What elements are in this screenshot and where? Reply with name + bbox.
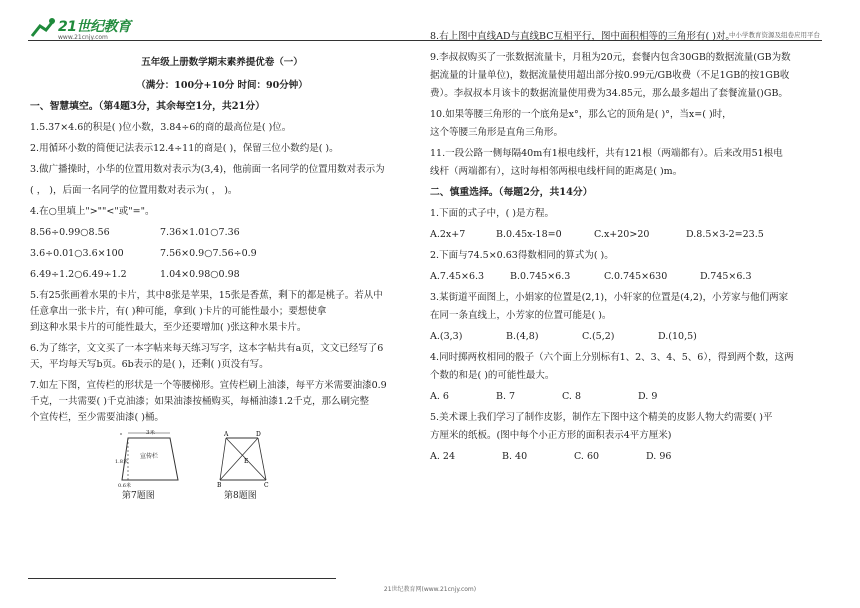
compare-item: 3.6÷0.01○3.6×100 bbox=[30, 248, 124, 259]
question-4-row-2 bbox=[30, 247, 414, 260]
compare-item: 7.56×0.9○7.56÷0.9 bbox=[160, 248, 257, 259]
option: D.8.5×3-2=23.5 bbox=[686, 229, 764, 240]
option: C.(5,2) bbox=[582, 331, 615, 342]
choice-1-options bbox=[430, 228, 830, 241]
compare-item: 8.56÷0.99○8.56 bbox=[30, 227, 110, 238]
figure-8-label-b: B bbox=[217, 482, 222, 488]
question-3-line-1: 3.做广播操时，小华的位置用数对表示为(3,4)，他前面一名同学的位置用数对表示为 bbox=[30, 164, 385, 175]
compare-item: 6.49÷1.2○6.49÷1.2 bbox=[30, 269, 127, 280]
figure-7-caption: 第7题图 bbox=[122, 491, 155, 501]
question-2: 2.用循环小数的简便记法表示12.4÷11的商是( )，保留三位小数约是( )。 bbox=[30, 143, 339, 154]
question-9-line-2: 据流量的计量单位)，数据流量使用超出部分按0.99元/GB收费（不足1GB的按1GB收 bbox=[430, 70, 790, 81]
footer-divider bbox=[28, 578, 336, 579]
question-7-line-2: 千克，一共需要( )千克油漆；如果油漆按桶购买，每桶油漆1.2千克，那么刷完整 bbox=[30, 396, 370, 407]
figure-7-bottom-label: 0.6米 bbox=[118, 483, 131, 488]
choice-1: 1.下面的式子中，( )是方程。 bbox=[430, 208, 554, 219]
choice-4-line-2: 个数的和是( )的可能性最大。 bbox=[430, 370, 555, 381]
question-9-line-1: 9.李叔叔购买了一张数据流量卡，月租为20元，套餐内包含30GB的数据流量(GB为数 bbox=[430, 52, 791, 63]
option: D. 9 bbox=[638, 391, 658, 402]
option: B. 40 bbox=[502, 451, 528, 462]
question-4-row-3 bbox=[30, 268, 414, 281]
choice-2: 2.下面与74.5×0.63得数相同的算式为( )。 bbox=[430, 250, 614, 261]
logo-url: www.21cnjy.com bbox=[58, 34, 108, 41]
choice-3-line-2: 在同一条直线上，小芳家的位置可能是( )。 bbox=[430, 310, 612, 321]
option: D.(10,5) bbox=[658, 331, 697, 342]
left-column bbox=[30, 46, 414, 502]
choice-3-line-1: 3.某街道平面图上，小娟家的位置是(2,1)，小轩家的位置是(4,2)，小芳家与他们两家 bbox=[430, 292, 789, 303]
logo-text: 21世纪教育 bbox=[58, 19, 131, 35]
page-title: 五年级上册数学期末素养提优卷（一） bbox=[141, 57, 303, 68]
question-6-line-2: 天，平均每天写b页。6b表示的是( )，还剩( )页没有写。 bbox=[30, 359, 269, 370]
footer-text: 21世纪教育网(www.21cnjy.com) bbox=[383, 586, 477, 593]
compare-item: 1.04×0.98○0.98 bbox=[160, 269, 240, 280]
figure-8-label-a: A bbox=[224, 431, 229, 438]
logo bbox=[28, 14, 138, 42]
question-10-line-2: 这个等腰三角形是直角三角形。 bbox=[430, 127, 564, 138]
page-subtitle: （满分：100分+10分 时间：90分钟） bbox=[136, 80, 308, 91]
figure-8-label-e: E bbox=[244, 458, 249, 465]
question-10-line-1: 10.如果等腰三角形的一个底角是x°，那么它的顶角是( )°，当x=( )时， bbox=[430, 109, 732, 120]
option: B.0.745×6.3 bbox=[510, 271, 571, 282]
option: A.2x+7 bbox=[430, 229, 466, 240]
figure-7-top-label: 3米 bbox=[146, 430, 155, 436]
choice-3-options bbox=[430, 330, 830, 343]
option: A. 6 bbox=[430, 391, 449, 402]
choice-5-options bbox=[430, 450, 830, 463]
option: B.0.45x-18=0 bbox=[496, 229, 562, 240]
figure-8-caption: 第8题图 bbox=[224, 491, 257, 501]
runner-logo-icon bbox=[28, 16, 58, 40]
figures-area bbox=[30, 430, 414, 502]
figure-7-trapezoid bbox=[112, 430, 192, 488]
option: C.x+20>20 bbox=[594, 229, 650, 240]
question-11-line-1: 11.一段公路一侧每隔40m有1根电线杆，共有121根（两端都有）。后来改用51根电 bbox=[430, 148, 783, 159]
figure-8-label-d: D bbox=[256, 431, 261, 438]
option: C. 60 bbox=[574, 451, 600, 462]
question-6-line-1: 6.为了练字，文文买了一本字帖来每天练习写字，这本字帖共有a页，文文已经写了6 bbox=[30, 343, 384, 354]
question-1: 1.5.37×4.6的积是( )位小数，3.84÷6的商的最高位是( )位。 bbox=[30, 122, 292, 133]
option: B. 7 bbox=[496, 391, 516, 402]
option: B.(4,8) bbox=[506, 331, 539, 342]
choice-5-line-2: 方厘米的纸板。(图中每个小正方形的面积表示4平方厘米) bbox=[430, 430, 672, 441]
question-5-line-2: 任意拿出一张卡片，有( )种可能，拿到( )卡片的可能性最小；要想使拿 bbox=[30, 306, 327, 317]
figure-8-label-c: C bbox=[264, 482, 269, 488]
header-platform-text: 中小学教育资源及组卷应用平台 bbox=[729, 31, 820, 39]
choice-4-options bbox=[430, 390, 830, 403]
compare-item: 7.36×1.01○7.36 bbox=[160, 227, 240, 238]
option: C. 8 bbox=[562, 391, 582, 402]
figure-8-triangles bbox=[216, 430, 272, 488]
option: D. 96 bbox=[646, 451, 672, 462]
section-2-heading: 二、慎重选择。（每题2分，共14分） bbox=[430, 187, 593, 198]
choice-2-options bbox=[430, 270, 830, 283]
option: A.(3,3) bbox=[430, 331, 463, 342]
question-4-row-1 bbox=[30, 226, 414, 239]
option: A.7.45×6.3 bbox=[430, 271, 485, 282]
question-3-line-2: ( ， )，后面一名同学的位置用数对表示为( ， )。 bbox=[30, 185, 238, 196]
choice-5-line-1: 5.美术课上我们学习了制作皮影，制作左下图中这个精美的皮影人物大约需要( )平 bbox=[430, 412, 773, 423]
section-1-heading: 一、智慧填空。（第4题3分，其余每空1分，共21分） bbox=[30, 101, 265, 112]
choice-4-line-1: 4.同时掷两枚相同的骰子（六个面上分别标有1、2、3、4、5、6），得到两个数，这两 bbox=[430, 352, 794, 363]
question-8: 8.右上图中直线AD与直线BC互相平行，图中面积相等的三角形有( )对。 bbox=[430, 31, 735, 42]
option: A. 24 bbox=[430, 451, 455, 462]
question-4: 4.在○里填上">""<"或"="。 bbox=[30, 206, 155, 217]
question-5-line-1: 5.有25张画着水果的卡片，其中8张是苹果，15张是香蕉，剩下的都是桃子。若从中 bbox=[30, 290, 383, 301]
question-9-line-3: 费）。李叔叔本月该卡的数据流量使用费为34.85元，那么最多超出了套餐流量()GB。 bbox=[430, 88, 788, 99]
figure-7-center-label: 宣传栏 bbox=[140, 453, 159, 460]
figure-7-side-label: 1.8米 bbox=[115, 459, 128, 465]
option: D.745×6.3 bbox=[700, 271, 752, 282]
option: C.0.745×630 bbox=[604, 271, 668, 282]
question-11-line-2: 线杆（两端都有），这时每相邻两根电线杆间的距离是( )m。 bbox=[430, 166, 683, 177]
question-5-line-3: 到这种水果卡片的可能性最大，至少还要增加( )张这种水果卡片。 bbox=[30, 322, 307, 333]
question-7-line-3: 个宣传栏，至少需要油漆( )桶。 bbox=[30, 412, 164, 423]
question-7-line-1: 7.如左下图，宣传栏的形状是一个等腰梯形。宣传栏刷上油漆，每平方米需要油漆0.9 bbox=[30, 380, 387, 391]
